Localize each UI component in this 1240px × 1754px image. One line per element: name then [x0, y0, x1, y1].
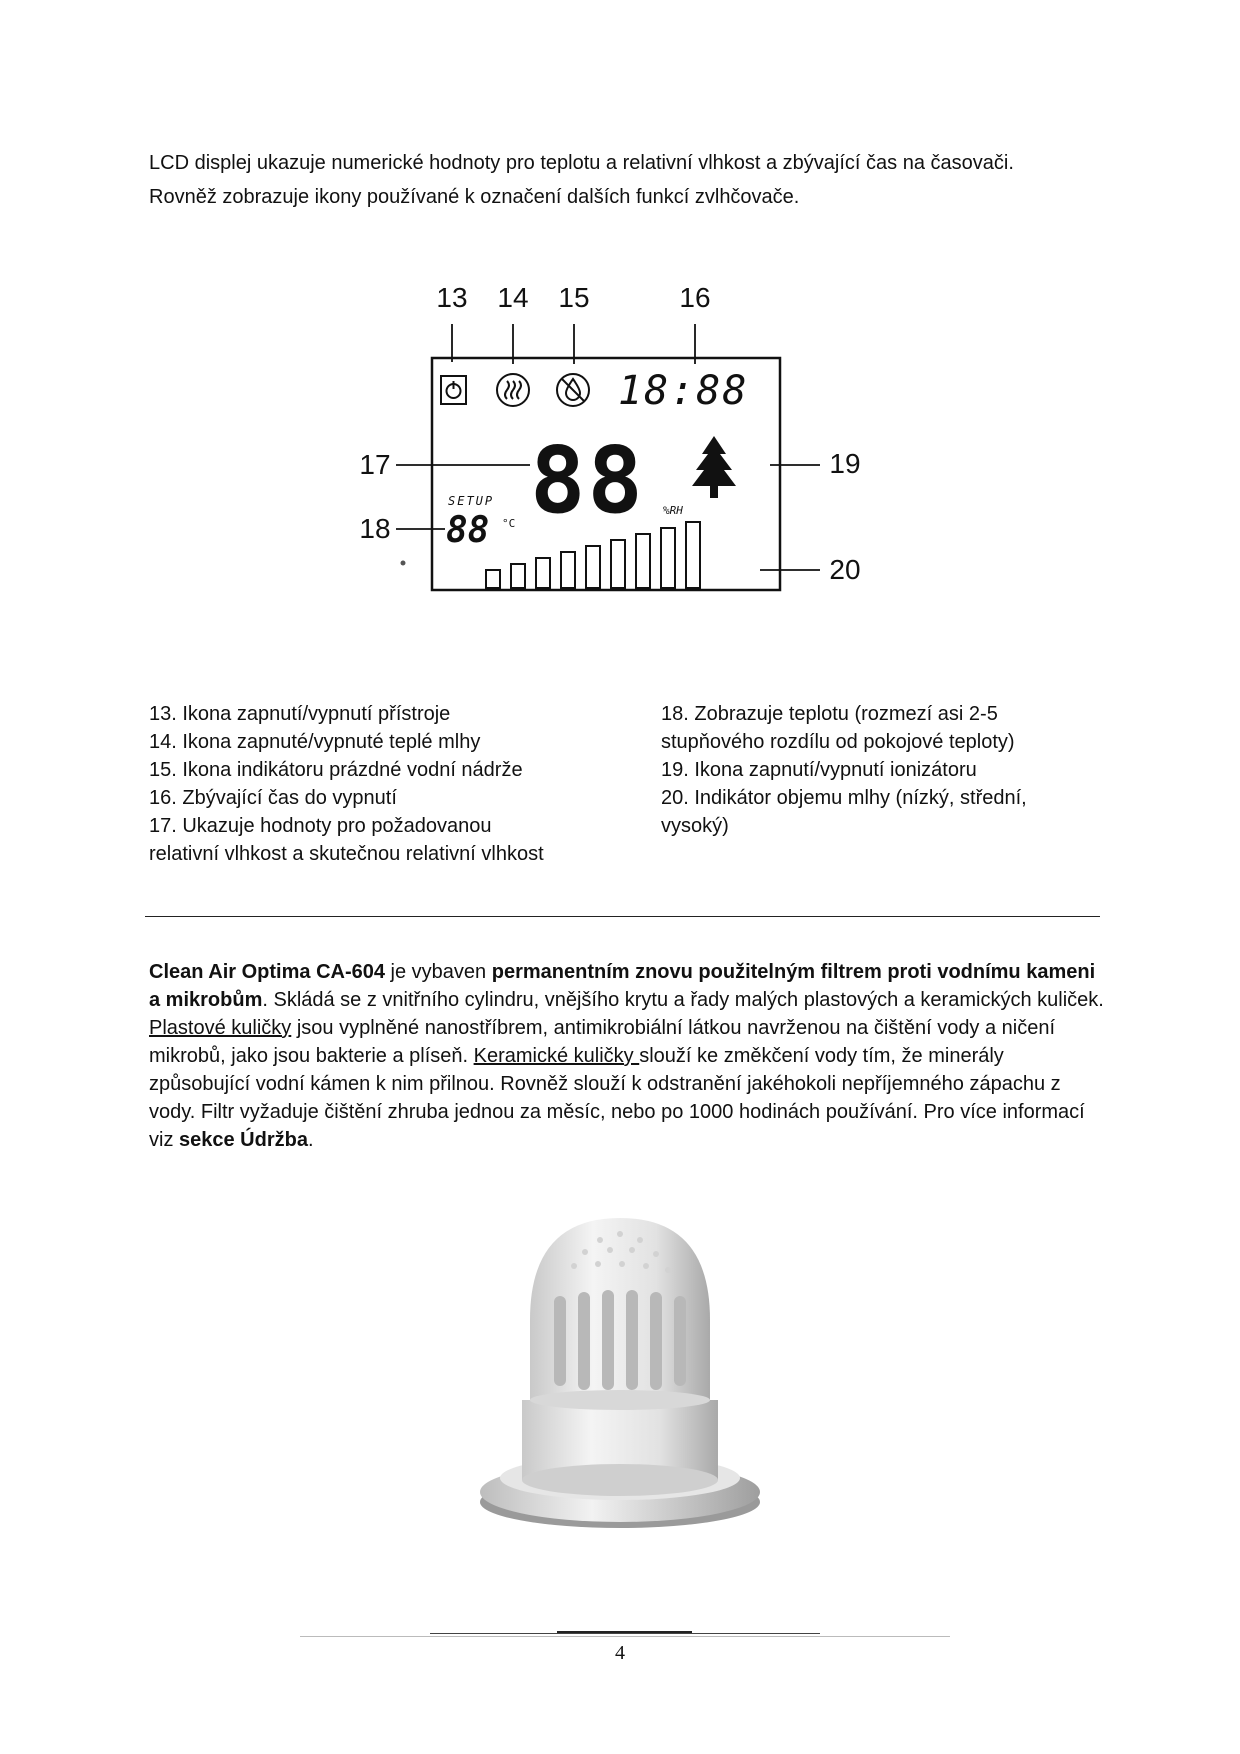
desc-text: . [307, 1129, 314, 1151]
callout-18: 18 [359, 513, 391, 544]
mist-bar-3 [536, 558, 550, 588]
legend-item-17-cont: relativní vlhkost a skutečnou relativní vlhkost [149, 843, 544, 865]
temperature-unit: °C [502, 517, 516, 530]
product-name: Clean Air Optima CA-604 [149, 961, 385, 983]
legend-item-17: 17. Ukazuje hodnoty pro požadovanou [149, 815, 492, 837]
filter-highlight: permanentním znovu použitelným filtrem proti vodnímu kameni a mikrobům [149, 961, 1096, 1011]
filter-cartridge-image [470, 1200, 770, 1560]
callout-17: 17 [359, 449, 391, 480]
power-icon [441, 376, 466, 404]
intro-line-2: Rovněž zobrazuje ikony používané k označení dalších funkcí zvlhčovače. [149, 186, 800, 208]
callout-20: 20 [829, 554, 861, 585]
legend-item-16: 16. Zbývající čas do vypnutí [149, 787, 397, 809]
setup-label: SETUP [448, 494, 495, 508]
mist-bar-8 [661, 528, 675, 588]
section-divider [145, 916, 1100, 917]
temperature-readout: 88 [446, 510, 490, 551]
intro-line-1: LCD displej ukazuje numerické hodnoty pro teplotu a relativní vlhkost a zbývající čas na časovači. [149, 152, 1014, 174]
mist-bar-7 [636, 534, 650, 588]
footer-rule [557, 1631, 692, 1633]
desc-text: je vybaven [385, 961, 492, 983]
page-number: 4 [615, 1642, 625, 1664]
maintenance-section-ref: sekce Údržba [179, 1129, 308, 1151]
ionizer-tree-icon [692, 436, 736, 498]
legend-item-14: 14. Ikona zapnuté/vypnuté teplé mlhy [149, 731, 481, 753]
callout-14: 14 [497, 282, 529, 313]
callout-13: 13 [436, 282, 468, 313]
legend-left-column [149, 700, 589, 868]
desc-text: slouží ke změkčení vody tím, že minerály způsobující vodní kámen k nim přilnou. Rovněž slouží k odstranění jakéhokoli nepříjemného zápachu z vody. Filtr vyžaduje čištění zhruba jednou za měsíc, nebo po 1000 hodinách používání. Pro více informací viz [149, 1045, 1085, 1151]
empty-tank-icon [557, 374, 589, 406]
desc-text: . Skládá se z vnitřního cylindru, vnějšího krytu a řady malých plastových a keramických kuliček. [262, 989, 1104, 1011]
mist-bar-6 [611, 540, 625, 588]
callout-16: 16 [679, 282, 711, 313]
mist-bar-5 [586, 546, 600, 588]
legend-item-20: 20. Indikátor objemu mlhy (nízký, střední, [661, 787, 1027, 809]
filter-description [149, 958, 1109, 1154]
humidity-readout: 88 [530, 427, 645, 534]
mist-bar-1 [486, 570, 500, 588]
ceramic-balls-term: Keramické kuličky [473, 1045, 640, 1067]
humidity-unit: %RH [663, 504, 683, 517]
warm-mist-icon [497, 374, 529, 406]
mist-bar-9 [686, 522, 700, 588]
legend-item-20-cont: vysoký) [661, 815, 729, 837]
callout-15: 15 [558, 282, 590, 313]
plastic-balls-term: Plastové kuličky [149, 1017, 292, 1039]
display-dot [401, 561, 406, 566]
legend-item-19: 19. Ikona zapnutí/vypnutí ionizátoru [661, 759, 977, 781]
mist-bar-4 [561, 552, 575, 588]
legend-item-18: 18. Zobrazuje teplotu (rozmezí asi 2-5 [661, 703, 998, 725]
lcd-display-diagram [330, 262, 920, 642]
footer-rule [430, 1633, 820, 1634]
legend-item-15: 15. Ikona indikátoru prázdné vodní nádrže [149, 759, 523, 781]
legend-item-18-cont: stupňového rozdílu od pokojové teploty) [661, 731, 1015, 753]
legend-right-column [661, 700, 1091, 840]
legend-item-13: 13. Ikona zapnutí/vypnutí přístroje [149, 703, 451, 725]
intro-text [149, 146, 1109, 214]
footer-rule [300, 1636, 950, 1637]
timer-readout: 18:88 [618, 368, 749, 414]
mist-bar-2 [511, 564, 525, 588]
callout-19: 19 [829, 448, 861, 479]
desc-text: jsou vyplněné nanostříbrem, antimikrobiální látkou navrženou na čištění vody a ničení mikrobů, jako jsou bakterie a plíseň. [149, 1017, 1056, 1067]
